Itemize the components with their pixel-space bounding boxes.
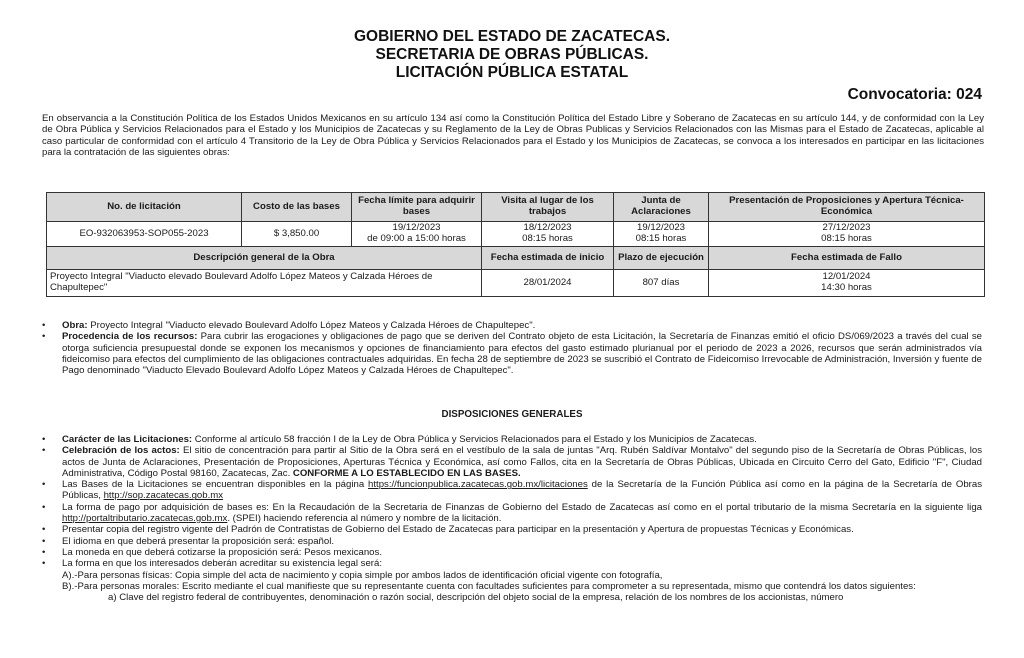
bullet-icon: • [42, 331, 46, 343]
presentation-date: 27/12/2023 [822, 222, 871, 234]
section-title-general: DISPOSICIONES GENERALES [441, 409, 583, 420]
bullet-emphasis: CONFORME A LO ESTABLECIDO EN LAS BASES. [292, 467, 521, 479]
list-item [42, 320, 982, 331]
list-item [42, 479, 983, 502]
bullet-text: Las Bases de la Licitaciones se encuentran disponibles en la página [62, 479, 369, 491]
header-line-government: GOBIERNO DEL ESTADO DE ZACATECAS. [353, 28, 671, 45]
project-bullets [42, 320, 982, 377]
bullet-text: de la Secretaría de la Función Pública así como en la página de la Secretaría de Obras Públicas, [62, 479, 983, 502]
list-item [42, 524, 982, 536]
presentation-time: 08:15 horas [821, 233, 872, 244]
bullet-label: Celebración de los actos: [62, 445, 180, 457]
award-date: 12/01/2024 [822, 271, 871, 283]
bullet-text: La moneda en que deberá cotizarse la proposición será: Pesos mexicanos. [62, 546, 382, 558]
list-item [42, 501, 982, 525]
cell-tender-number: EO-932063953-SOP055-2023 [47, 222, 242, 247]
general-provisions [42, 434, 983, 604]
bullet-label: Procedencia de los recursos: [62, 331, 198, 343]
tender-table [46, 192, 985, 297]
bullet-icon: • [42, 535, 46, 547]
header-site-visit: Visita al lugar de los trabajos [482, 193, 614, 222]
bullet-text: Proyecto Integral "Viaducto elevado Boulevard Adolfo López Mateos y Calzada Héroes de Chapultepec". [87, 320, 536, 331]
bullet-text: El sitio de concentración para partir al Sitio de la Obra será en el vestíbulo de la sala de juntas "Arq. Rubén Saldívar Montalvo" del segundo piso de la Secretaría de Obras Públicas, los actos de Junta de Aclaraciones, Presentación de Proposiciones, Aperturas Técnica y Económica, así como Fallos, cita en la Secretaría de Obras Públicas, Ubicada en Circuito Cerro del Gato, Edificio "F", Ciudad Administrativa, Código Postal 98160, Zacatecas, Zac. [62, 445, 982, 479]
bullet-icon: • [42, 558, 46, 570]
bullet-text: Presentar copia del registro vigente del Padrón de Contratistas de Gobierno del Estado de Zacatecas para participar en la presentación y Apertura de propuestas Técnicas y Económicas. [62, 524, 854, 536]
table-header-row [47, 193, 985, 222]
bullet-text: Conforme al artículo 58 fracción I de la Ley de Obra Pública y Servicios Relacionados para el Estado y los Municipios de Zacatecas. [192, 434, 757, 445]
bullet-label: Obra: [62, 320, 88, 331]
header-clarifications: Junta de Aclaraciones [614, 193, 709, 222]
cell-presentation [709, 222, 985, 247]
header-cost: Costo de las bases [242, 193, 352, 222]
header-award-date: Fecha estimada de Fallo [709, 247, 985, 270]
header-line-tender-type: LICITACIÓN PÚBLICA ESTATAL [395, 64, 629, 81]
table-row [47, 270, 985, 297]
list-item [42, 434, 982, 445]
header-start-date: Fecha estimada de inicio [482, 247, 614, 270]
cell-cost: $ 3,850.00 [242, 222, 352, 247]
list-item [42, 558, 982, 604]
list-item [42, 331, 982, 377]
list-item [42, 445, 982, 479]
clarifications-time: 08:15 horas [635, 233, 687, 244]
list-item [42, 546, 982, 558]
sub-item-a: a) Clave del registro federal de contribuyentes, denominación o razón social, descripción del objeto social de la empresa, relación de los nombres de los accionistas, número [108, 592, 844, 604]
visit-date: 18/12/2023 [523, 222, 572, 234]
bullet-text: La forma de pago por adquisición de bases es: En la Recaudación de la Secretaria de Finanzas de Gobierno del Estado de Zacatecas así como en el portal tributario de la misma Secretaría en la siguiente liga [62, 501, 982, 513]
deadline-hours: de 09:00 a 15:00 horas [367, 233, 466, 244]
header-description: Descripción general de la Obra [47, 247, 482, 270]
bullet-icon: • [42, 479, 46, 491]
bullet-text: El idioma en que deberá presentar la proposición será: español. [62, 535, 334, 547]
document-header [0, 28, 1024, 82]
award-time: 14:30 horas [821, 282, 872, 293]
cell-start-date: 28/01/2024 [482, 270, 614, 297]
bullet-icon: • [42, 445, 46, 457]
bullet-text: Para cubrir las erogaciones y obligaciones de pago que se deriven del Contrato objeto de esta Licitación, la Secretaría de Finanzas emitió el oficio DS/069/2023 a través del cual se otorga suficiencia presupuestal donde se exponen los mecanismos y opciones de financiamiento para efectos del gasto estimado plurianual por el periodo de 2023 a 2026, recursos que serán administrados vía fideicomiso para efectos del cumplimiento de las obligaciones contractuales adquiridas. En fecha 28 de septiembre de 2023 se suscribió el Contrato de Fideicomiso Irrevocable de Administración, Inversión y fuente de Pago denominado "Viaducto Elevado Boulevard Adolfo López Mateos y Calzada Héroes de Chapultepec". [62, 331, 982, 377]
list-item [42, 535, 982, 547]
header-tender-number: No. de licitación [47, 193, 242, 222]
sub-item-physical: A).-Para personas físicas: Copia simple del acta de nacimiento y copia simple por ambos lados de identificación oficial vigente con fotografía, [62, 569, 663, 581]
visit-time: 08:15 horas [522, 233, 573, 244]
bullet-icon: • [42, 434, 46, 445]
cell-award-date [709, 270, 985, 297]
link-sop[interactable]: http://sop.zacatecas.gob.mx [103, 490, 224, 502]
bullet-icon: • [42, 320, 46, 331]
bullet-label: Carácter de las Licitaciones: [62, 434, 193, 445]
header-line-secretariat: SECRETARIA DE OBRAS PÚBLICAS. [375, 46, 649, 63]
link-portal-tributario[interactable]: http://portaltributario.zacatecas.gob.mx [62, 513, 228, 525]
cell-clarifications [614, 222, 709, 247]
header-presentation: Presentación de Proposiciones y Apertura Técnica-Económica [709, 193, 985, 222]
sub-item-moral: B).-Para personas morales: Escrito mediante el cual manifieste que su representante cuenta con facultades suficientes para comprometer a su representada, mismo que contendrá los datos siguientes: [62, 580, 916, 592]
header-deadline: Fecha límite para adquirir bases [352, 193, 482, 222]
intro-paragraph: En observancia a la Constitución Política de los Estados Unidos Mexicanos en su artículo 134 así como la Constitución Política del Estado Libre y Soberano de Zacatecas en su artículo 144, y de conformidad con la Ley de Obra Pública y Servicios Relacionados para el Estado y los Municipios de Zacatecas y su Reglamento de la Ley de Obras Publicas y Servicios Relacionados con las Mismas para el Estado de Zacatecas, aplicable al caso particular de conformidad con el artículo 4 Transitorio de la Ley de Obra Pública y Servicios Relacionados para el Estado y los Municipios de Zacatecas, se convoca a los interesados en participar en las licitaciones para la contratación de las siguientes obras: [42, 113, 984, 159]
cell-site-visit [482, 222, 614, 247]
cell-description: Proyecto Integral "Viaducto elevado Boulevard Adolfo López Mateos y Calzada Héroes de Chapultepec" [47, 270, 482, 297]
bullet-text: . (SPEI) haciendo referencia al número y nombre de la licitación. [227, 513, 502, 525]
header-duration: Plazo de ejecución [614, 247, 709, 270]
bullet-icon: • [42, 524, 46, 536]
cell-deadline [352, 222, 482, 247]
bullet-icon: • [42, 501, 46, 513]
convocatoria-number: Convocatoria: 024 [847, 86, 982, 103]
bullet-text: La forma en que los interesados deberán acreditar su existencia legal será: [62, 558, 382, 570]
deadline-date: 19/12/2023 [392, 222, 441, 234]
bullet-icon: • [42, 546, 46, 558]
cell-duration: 807 días [614, 270, 709, 297]
table-row [47, 222, 985, 247]
link-funcion-publica[interactable]: https://funcionpublica.zacatecas.gob.mx/licitaciones [368, 479, 588, 491]
table-header-row-2 [47, 247, 985, 270]
clarifications-date: 19/12/2023 [636, 222, 685, 234]
